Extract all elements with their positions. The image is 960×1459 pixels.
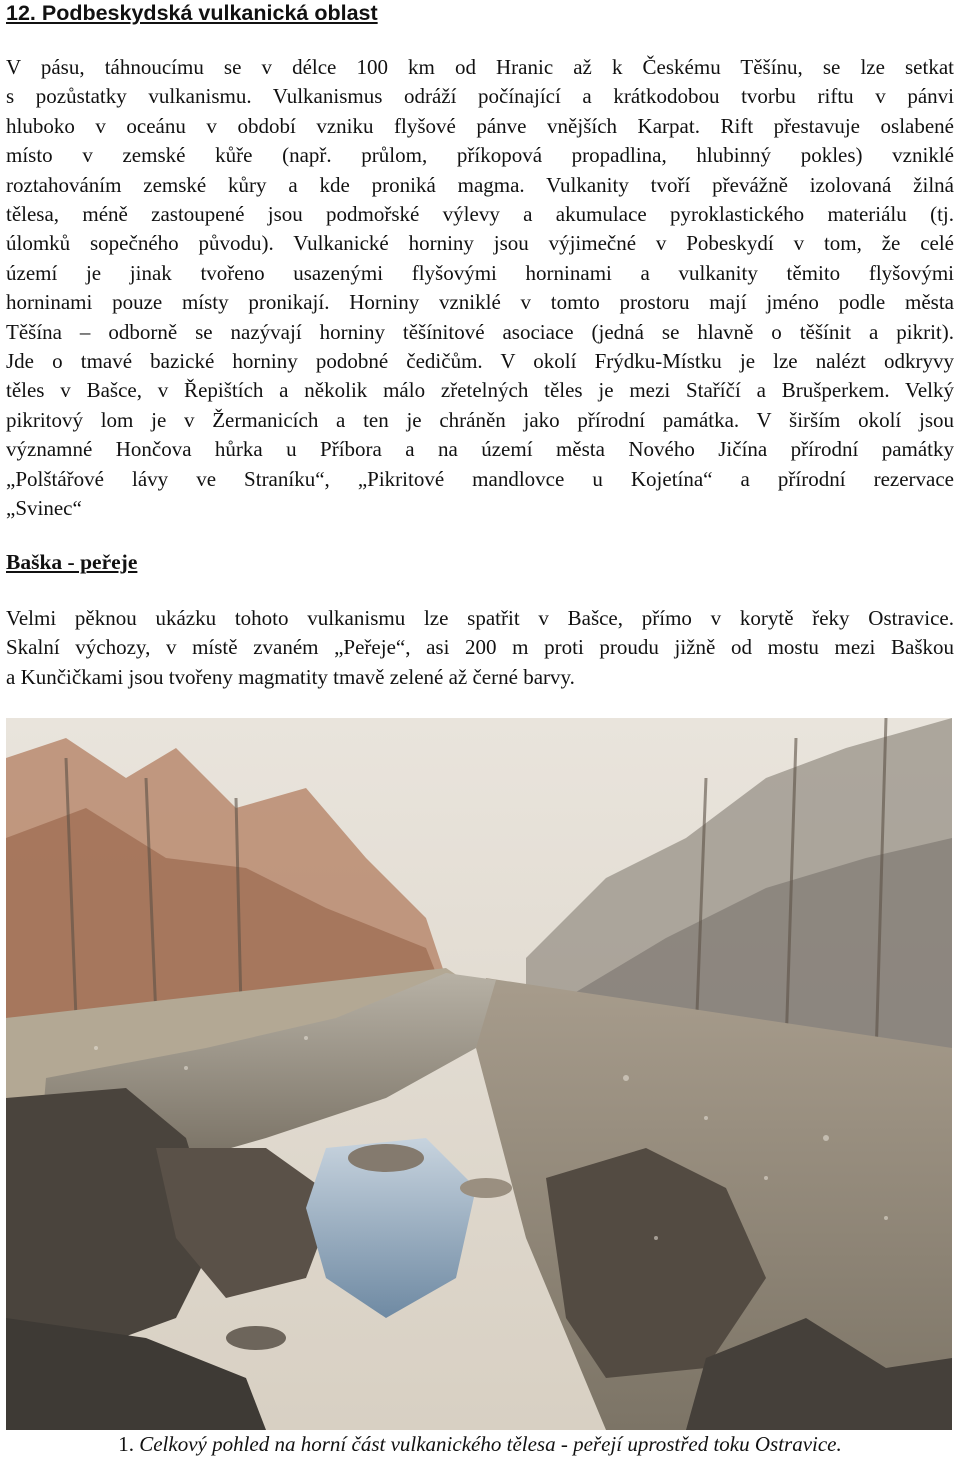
figure-number: 1. — [118, 1432, 134, 1456]
intro-line: území je jinak tvořeno usazenými flyšovými horninami a vulkanity těmito flyšovými — [6, 260, 954, 285]
intro-line: významné Hončova hůrka u Příbora a na území města Nového Jičína přírodní památky — [6, 437, 954, 462]
intro-line: „Polštářové lávy ve Straníku“, „Pikritové mandlovce u Kojetína“ a přírodní rezervace — [6, 466, 954, 491]
intro-line: Těšína – odborně se nazývají horniny těšínitové asociace (jedná se hlavně o těšínit a pikrit). — [6, 319, 954, 344]
intro-line: s pozůstatky vulkanismu. Vulkanismus odráží počínající a krátkodobou tvorbu riftu v pánvi — [6, 84, 954, 109]
intro-line: roztahováním zemské kůry a kde proniká magma. Vulkanity tvoří převážně izolovaná žilná — [6, 172, 954, 197]
intro-line: místo v zemské kůře (např. průlom, příkopová propadlina, hlubinný pokles) vzniklé — [6, 143, 954, 168]
figure-caption-text: Celkový pohled na horní část vulkanického tělesa - peřejí uprostřed toku Ostravice. — [139, 1432, 842, 1456]
intro-line: Jde o tmavé bazické horniny podobné čedičům. V okolí Frýdku-Místku je lze nalézt odkryvy — [6, 349, 954, 374]
intro-line: hluboko v oceánu v období vzniku flyšové pánve vnějších Karpat. Rift přestavuje oslabené — [6, 113, 954, 138]
subsection-heading: Baška - peřeje — [6, 550, 138, 574]
intro-line: tělesa, méně zastoupené jsou podmořské výlevy a akumulace pyroklastického materiálu (tj. — [6, 202, 954, 227]
intro-paragraph — [6, 53, 954, 524]
intro-line: „Svinec“ — [6, 496, 82, 521]
subsection-paragraph — [6, 604, 954, 692]
river-photo — [6, 718, 952, 1430]
figure-caption — [0, 1430, 960, 1458]
intro-line: těles v Bašce, v Řepištích a několik málo zřetelných těles je mezi Staříčí a Brušperkem. Velký — [6, 378, 954, 403]
subsection-line: Skalní výchozy, v místě zvaném „Peřeje“, asi 200 m proti proudu jižně od mostu mezi Baškou — [6, 635, 954, 660]
intro-line: horninami pouze místy pronikají. Horniny vzniklé v tomto prostoru mají jméno podle města — [6, 290, 954, 315]
subsection-line: Velmi pěknou ukázku tohoto vulkanismu lze spatřit v Bašce, přímo v korytě řeky Ostravice. — [6, 606, 954, 630]
intro-line: pikritový lom je v Žermanicích a ten je chráněn jako přírodní památka. V širším okolí jsou — [6, 407, 954, 432]
intro-line: V pásu, táhnoucímu se v délce 100 km od Hranic až k Českému Těšínu, se lze setkat — [6, 55, 954, 79]
intro-line: úlomků sopečného původu). Vulkanické horniny jsou výjimečné v Pobeskydí v tom, že celé — [6, 231, 954, 256]
subsection-line: a Kunčičkami jsou tvořeny magmatity tmavě zelené až černé barvy. — [6, 664, 575, 689]
section-heading: 12. Podbeskydská vulkanická oblast — [6, 1, 378, 25]
river-photo-illustration — [6, 718, 952, 1430]
